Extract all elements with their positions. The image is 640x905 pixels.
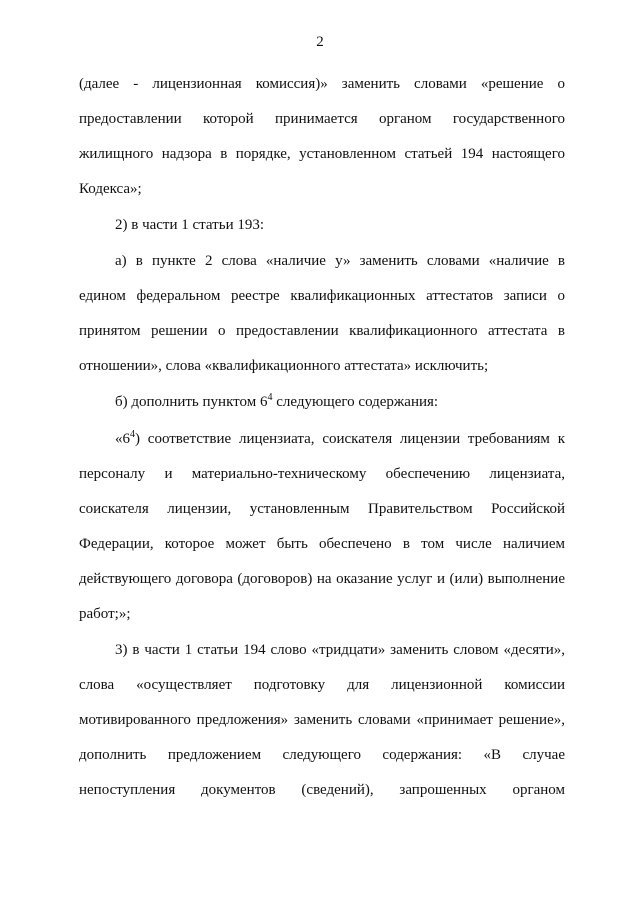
text-line: а) в пункте 2 слова «наличие у» заменить словами «наличие в bbox=[115, 253, 565, 269]
text-line-superscript bbox=[115, 393, 565, 411]
text-fragment: ) соответствие лицензиата, соискателя лицензии требованиям к bbox=[135, 431, 565, 447]
text-line: Кодекса»; bbox=[79, 181, 142, 197]
text-line: отношении», слова «квалификационного аттестата» исключить; bbox=[79, 358, 489, 374]
text-line: принятом решении о предоставлении квалификационного аттестата в bbox=[79, 323, 565, 339]
superscript: 4 bbox=[130, 429, 135, 440]
text-fragment: б) дополнить пунктом 6 bbox=[115, 394, 268, 410]
list-item-heading: 2) в части 1 статьи 193: bbox=[115, 217, 265, 233]
text-line: жилищного надзора в порядке, установленном статьей 194 настоящего bbox=[79, 146, 565, 162]
text-line: действующего договора (договоров) на оказание услуг и (или) выполнение bbox=[79, 571, 565, 587]
page-number: 2 bbox=[316, 34, 324, 50]
text-line: соискателя лицензии, установленным Правительством Российской bbox=[79, 501, 565, 517]
text-fragment: «6 bbox=[115, 431, 130, 447]
text-line: персоналу и материально-техническому обеспечению лицензиата, bbox=[79, 466, 565, 482]
text-line-superscript bbox=[115, 430, 565, 448]
text-line: едином федеральном реестре квалификационных аттестатов записи о bbox=[79, 288, 565, 304]
text-line: работ;»; bbox=[79, 606, 131, 622]
text-line: (далее - лицензионная комиссия)» заменить словами «решение о bbox=[79, 76, 565, 92]
text-line: Федерации, которое может быть обеспечено в том числе наличием bbox=[79, 536, 565, 552]
superscript: 4 bbox=[267, 392, 273, 403]
text-line: 3) в части 1 статьи 194 слово «тридцати» заменить словом «десяти», bbox=[115, 642, 565, 658]
text-fragment: следующего содержания: bbox=[272, 394, 439, 410]
text-line: дополнить предложением следующего содержания: «В случае bbox=[79, 747, 565, 763]
text-line: мотивированного предложения» заменить словами «принимает решение», bbox=[79, 712, 565, 728]
text-line: слова «осуществляет подготовку для лицензионной комиссии bbox=[79, 677, 565, 693]
text-line: непоступления документов (сведений), запрошенных органом bbox=[79, 782, 565, 798]
text-line: предоставлении которой принимается органом государственного bbox=[79, 111, 565, 127]
